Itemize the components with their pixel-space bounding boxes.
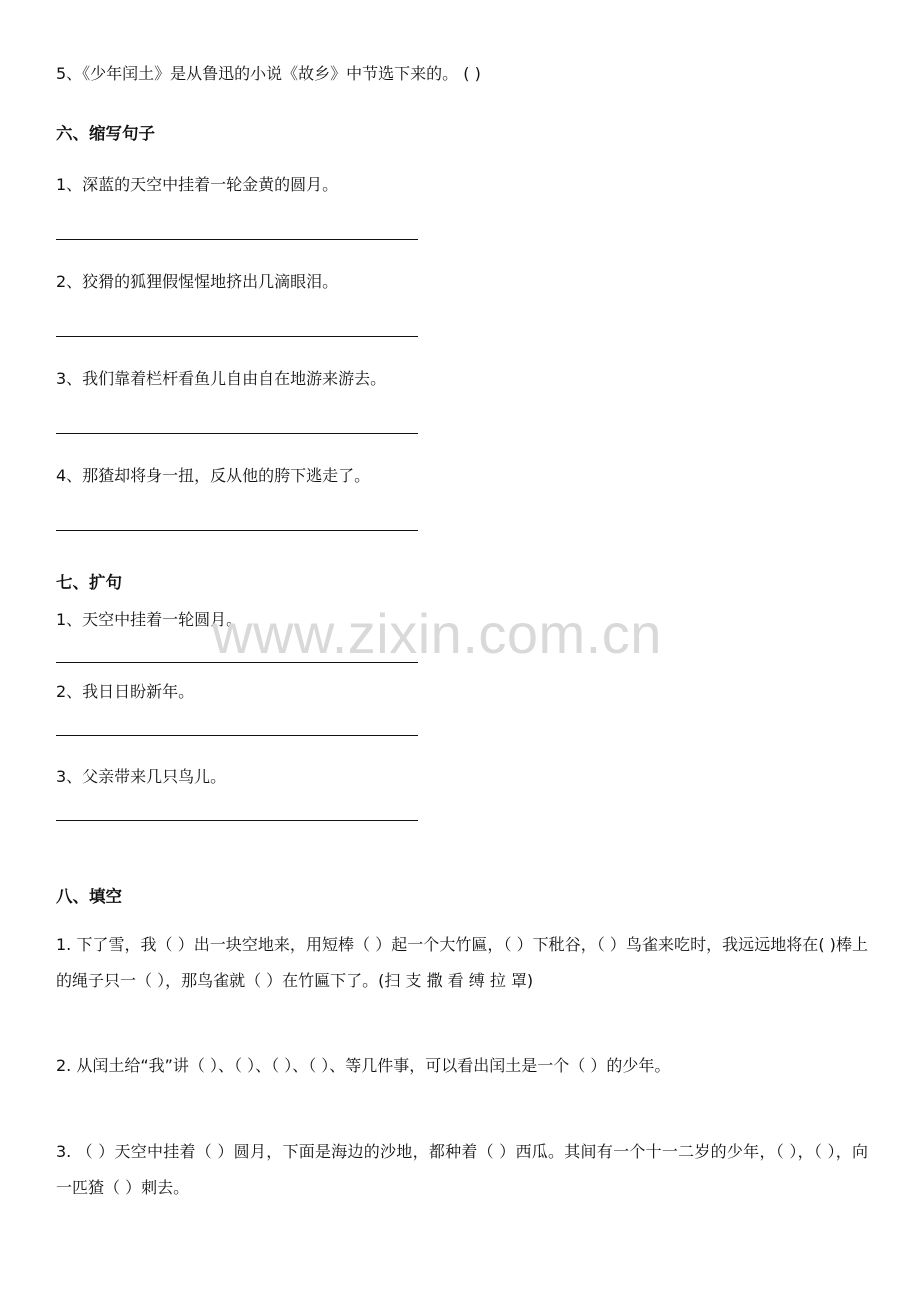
answer-line xyxy=(56,433,418,434)
answer-line xyxy=(56,735,418,736)
section-7-title: 七、扩句 xyxy=(56,573,122,592)
section-7-item-1: 1、天空中挂着一轮圆月。 xyxy=(56,610,243,629)
section-6-item-2: 2、狡猾的狐狸假惺惺地挤出几滴眼泪。 xyxy=(56,272,339,291)
section-6-item-3: 3、我们靠着栏杆看鱼儿自由自在地游来游去。 xyxy=(56,369,387,388)
section-8-item-3: 3. （ ）天空中挂着（ ）圆月，下面是海边的沙地，都种着（ ）西瓜。其间有一个十一二岁的少年，（ ），（ ），向一匹猹（ ）刺去。 xyxy=(56,1142,868,1197)
watermark: www.zixin.com.cn xyxy=(212,602,662,665)
section-8-item-1: 1. 下了雪，我（ ）出一块空地来，用短棒（ ）起一个大竹匾，（ ）下秕谷，（ ）鸟雀来吃时，我远远地将在( )棒上的绳子只一（ ），那鸟雀就（ ）在竹匾下了。(扫 支 撒 看 缚 拉 罩) xyxy=(56,935,868,990)
section-8-title: 八、填空 xyxy=(56,887,122,906)
answer-line xyxy=(56,530,418,531)
section-7-item-2: 2、我日日盼新年。 xyxy=(56,682,195,701)
section-6-item-1: 1、深蓝的天空中挂着一轮金黄的圆月。 xyxy=(56,175,339,194)
answer-line xyxy=(56,820,418,821)
section-6-item-4: 4、那猹却将身一扭，反从他的胯下逃走了。 xyxy=(56,466,371,485)
section-8-item-2: 2. 从闰土给“我”讲（ ）、（ ）、（ ）、（ ）、等几件事，可以看出闰土是一个（ ）的少年。 xyxy=(56,1056,671,1075)
section-6-title: 六、缩写句子 xyxy=(56,124,155,143)
answer-line xyxy=(56,239,418,240)
section-7-item-3: 3、父亲带来几只鸟儿。 xyxy=(56,767,227,786)
question-5: 5、《少年闰土》是从鲁迅的小说《故乡》中节选下来的。 ( ) xyxy=(56,64,481,83)
answer-line xyxy=(56,336,418,337)
